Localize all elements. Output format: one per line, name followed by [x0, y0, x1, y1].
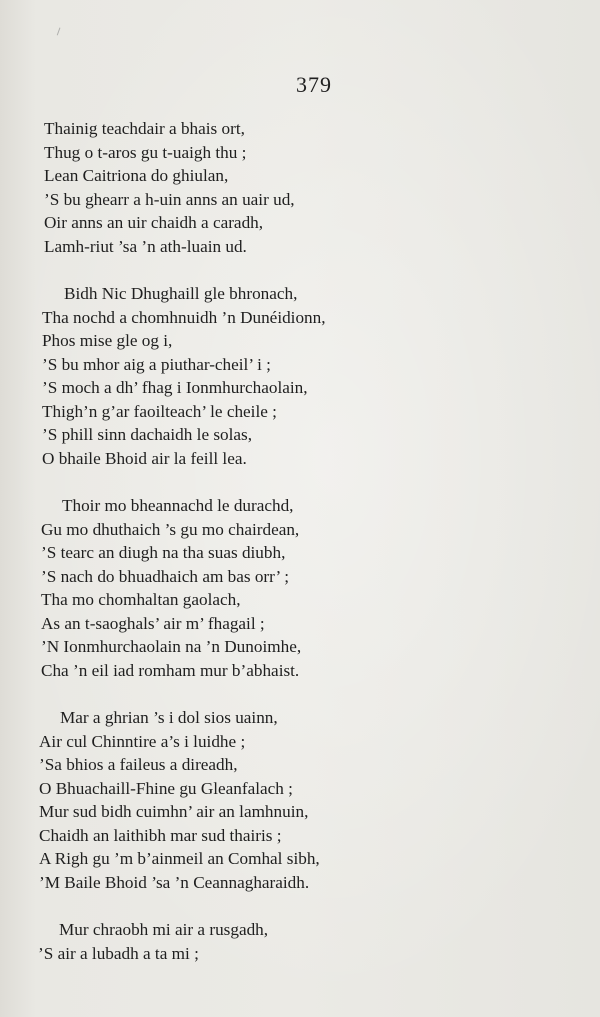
poem-line: A Righ gu ’m b’ainmeil an Comhal sibh,	[39, 849, 320, 868]
poem-body	[0, 117, 600, 989]
poem-line: ’S phill sinn dachaidh le solas,	[42, 425, 253, 444]
poem-line: Thoir mo bheannachd le durachd,	[62, 496, 294, 515]
ink-mark	[57, 28, 63, 37]
poem-line: ’S nach do bhuadhaich am bas orr’ ;	[41, 566, 290, 586]
poem-line: Mur chraobh mi air a rusgadh,	[59, 920, 269, 939]
stanza-3	[0, 494, 600, 682]
poem-line: Chaidh an laithibh mar sud thairis ;	[39, 825, 282, 845]
stanza-5	[0, 918, 600, 965]
poem-line: Air cul Chinntire a’s i luidhe ;	[39, 731, 246, 751]
poem-line: Mar a ghrian ’s i dol sios uainn,	[60, 708, 278, 727]
page-number: 379	[296, 72, 332, 97]
poem-line: Lamh-riut ’sa ’n ath-luain ud.	[44, 236, 247, 256]
poem-line: ’N Ionmhurchaolain na ’n Dunoimhe,	[41, 637, 302, 656]
poem-line: Oir anns an uir chaidh a caradh,	[44, 213, 264, 232]
poem-line: ’S tearc an diugh na tha suas diubh,	[41, 543, 286, 562]
poem-line: Thigh’n g’ar faoilteach’ le cheile ;	[42, 401, 277, 421]
poem-line: ’S moch a dh’ fhag i Ionmhurchaolain,	[42, 378, 308, 397]
poem-line: O Bhuachaill-Fhine gu Gleanfalach ;	[39, 778, 293, 798]
poem-line: ’S bu ghearr a h-uin anns an uair ud,	[44, 189, 295, 209]
poem-line: Phos mise gle og i,	[42, 331, 173, 350]
poem-line: O bhaile Bhoid air la feill lea.	[42, 448, 247, 468]
poem-line: Lean Caitriona do ghiulan,	[44, 166, 229, 185]
poem-line: Tha mo chomhaltan gaolach,	[41, 590, 241, 609]
poem-line: Cha ’n eil iad romham mur b’abhaist.	[41, 660, 300, 680]
poem-line: Thainig teachdair a bhais ort,	[44, 119, 245, 138]
poem-line: ’Sa bhios a faileus a direadh,	[39, 755, 238, 774]
stanza-4	[0, 706, 600, 894]
stanza-1	[0, 117, 600, 258]
poem-line: Gu mo dhuthaich ’s gu mo chairdean,	[41, 519, 300, 539]
poem-line: ’M Baile Bhoid ’sa ’n Ceannagharaidh.	[39, 872, 310, 892]
stanza-2	[0, 282, 600, 470]
poem-line: Tha nochd a chomhnuidh ’n Dunéidionn,	[42, 307, 326, 327]
poem-line: Bidh Nic Dhughaill gle bhronach,	[64, 284, 298, 303]
poem-line: As an t-saoghals’ air m’ fhagail ;	[41, 613, 265, 633]
poem-line: Thug o t-aros gu t-uaigh thu ;	[44, 142, 247, 162]
poem-line: ’S bu mhor aig a piuthar-cheil’ i ;	[42, 354, 271, 374]
poem-line: ’S air a lubadh a ta mi ;	[38, 943, 199, 963]
poem-line: Mur sud bidh cuimhn’ air an lamhnuin,	[39, 802, 309, 821]
